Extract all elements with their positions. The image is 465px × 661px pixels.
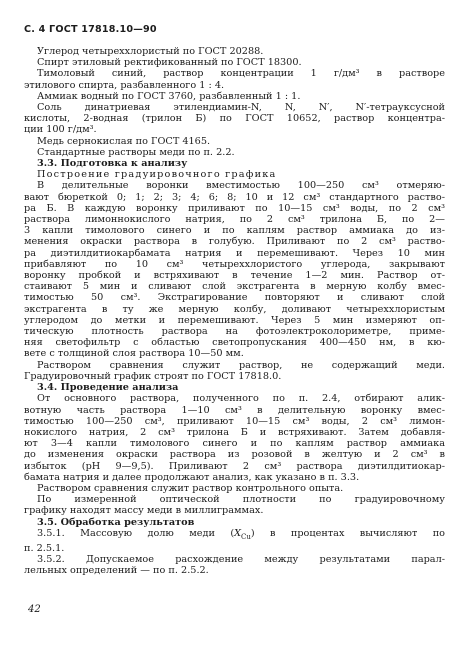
text-line: Стандартные растворы меди по п. 2.2. [37, 146, 235, 158]
page-header: С. 4 ГОСТ 17818.10—90 [24, 24, 157, 35]
text-line: Углерод четыреххлористый по ГОСТ 20288. [37, 46, 264, 57]
section-heading: 3.5. Обработка результатов [37, 516, 195, 528]
text-line: бамата натрия и далее продолжают анализ, как указано в п. 3.3. [24, 471, 360, 483]
text-line: вете с толщиной слоя раствора 10—50 мм. [24, 348, 244, 360]
text-line: раствора лимоннокислого натрия, по 2 см³ трилона Б, по 2— [24, 214, 445, 226]
section-heading: 3.4. Проведение анализа [37, 382, 179, 394]
text-line: ют 3—4 капли тимолового синего и по каплям раствор аммиака [24, 438, 445, 450]
text-line: тимостью 100—250 см³, приливают 10—15 см³ воды, 2 см³ лимон- [24, 415, 445, 427]
text-line: экстрагента в ту же мерную колбу, доливают четыреххлористым [24, 303, 445, 315]
text-line: Соль динатриевая этилендиамин-N, N, N′, N′-тетрауксусной [37, 102, 445, 114]
text-line: тимостью 50 см³. Экстрагирование повторяют и сливают слой [24, 292, 445, 304]
text-line: Спирт этиловый ректификованный по ГОСТ 18300. [37, 57, 302, 69]
text-line: 3.5.2. Допускаемое расхождение между результатами парал- [37, 554, 445, 566]
text-line: углеродом до метки и перемешивают. Через 5 мин измеряют оп- [24, 314, 445, 326]
text-line: воронку пробкой и встряхивают в течение 1—2 мин. Раствор от- [24, 270, 445, 282]
text-line: вотную часть раствора 1—10 см³ в делительную воронку вмес- [24, 404, 445, 416]
text-line: Тимоловый синий, раствор концентрации 1 г/дм³ в растворе [37, 68, 445, 80]
text-line: ции 100 г/дм³. [24, 124, 97, 136]
text-line: графику находят массу меди в миллиграммах. [24, 505, 264, 517]
text-line: тическую плотность раствора на фотоэлектроколориметре, приме- [24, 326, 445, 338]
text-line: В делительные воронки вместимостью 100—250 см³ отмеряю- [37, 180, 445, 192]
text-line: ра Б. В каждую воронку приливают по 10—15 см³ воды, по 2 см³ [24, 202, 445, 214]
page-number: 42 [28, 604, 41, 615]
subsection-title: Построение градуировочного графика [37, 169, 277, 181]
text-line: вают бюреткой 0; 1; 2; 3; 4; 6; 8; 10 и 12 см³ стандартного раство- [24, 191, 445, 203]
text-line: 3.5.1. Массовую долю меди $(X_{Cu})$ в процентах вычисляют по [37, 527, 445, 541]
text-line: лельных определений — по п. 2.5.2. [24, 565, 209, 577]
text-line: избыток (рН 9—9,5). Приливают 2 см³ раствора диэтилдитиокар- [24, 460, 445, 472]
text-line: От основного раствора, полученного по п. 2.4, отбирают алик- [37, 393, 445, 405]
text-line: Градуировочный график строят по ГОСТ 17818.0. [24, 370, 282, 382]
text-line: кислоты, 2-водная (трилон Б) по ГОСТ 10652, раствор концентра- [24, 113, 445, 125]
text-line: няя светофильтр с областью светопропускания 400—450 нм, в кю- [24, 337, 445, 349]
text-line: Аммиак водный по ГОСТ 3760, разбавленный 1 : 1. [37, 90, 301, 102]
text-line: стаивают 5 мин и сливают слой экстрагента в мерную колбу вмес- [24, 281, 445, 293]
text-line: менения окраски раствора в голубую. Приливают по 2 см³ раство- [24, 236, 445, 248]
text-line: до изменения окраски раствора из розовой в желтую и 2 см³ в [24, 449, 445, 461]
text-line: этилового спирта, разбавленного 1 : 4. [24, 79, 225, 91]
text-line: прибавляют по 10 см³ четыреххлористого углерода, закрывают [24, 258, 445, 270]
text-line: п. 2.5.1. [24, 542, 65, 554]
document-body [24, 46, 445, 576]
text-line: Раствором сравнения служит раствор, не содержащий меди. [37, 359, 445, 371]
text-line: нокислого натрия, 2 см³ трилона Б и встряхивают. Затем добавля- [24, 426, 445, 438]
text-line: 3 капли тимолового синего и по каплям раствор аммиака до из- [24, 225, 445, 237]
text-line: По измеренной оптической плотности по градуировочному [37, 494, 445, 506]
section-heading: 3.3. Подготовка к анализу [37, 158, 188, 170]
text-line: ра диэтилдитиокарбамата натрия и перемешивают. Через 10 мин [24, 247, 445, 259]
text-line: Медь сернокислая по ГОСТ 4165. [37, 135, 211, 147]
text-line: Раствором сравнения служит раствор контрольного опыта. [37, 482, 344, 494]
